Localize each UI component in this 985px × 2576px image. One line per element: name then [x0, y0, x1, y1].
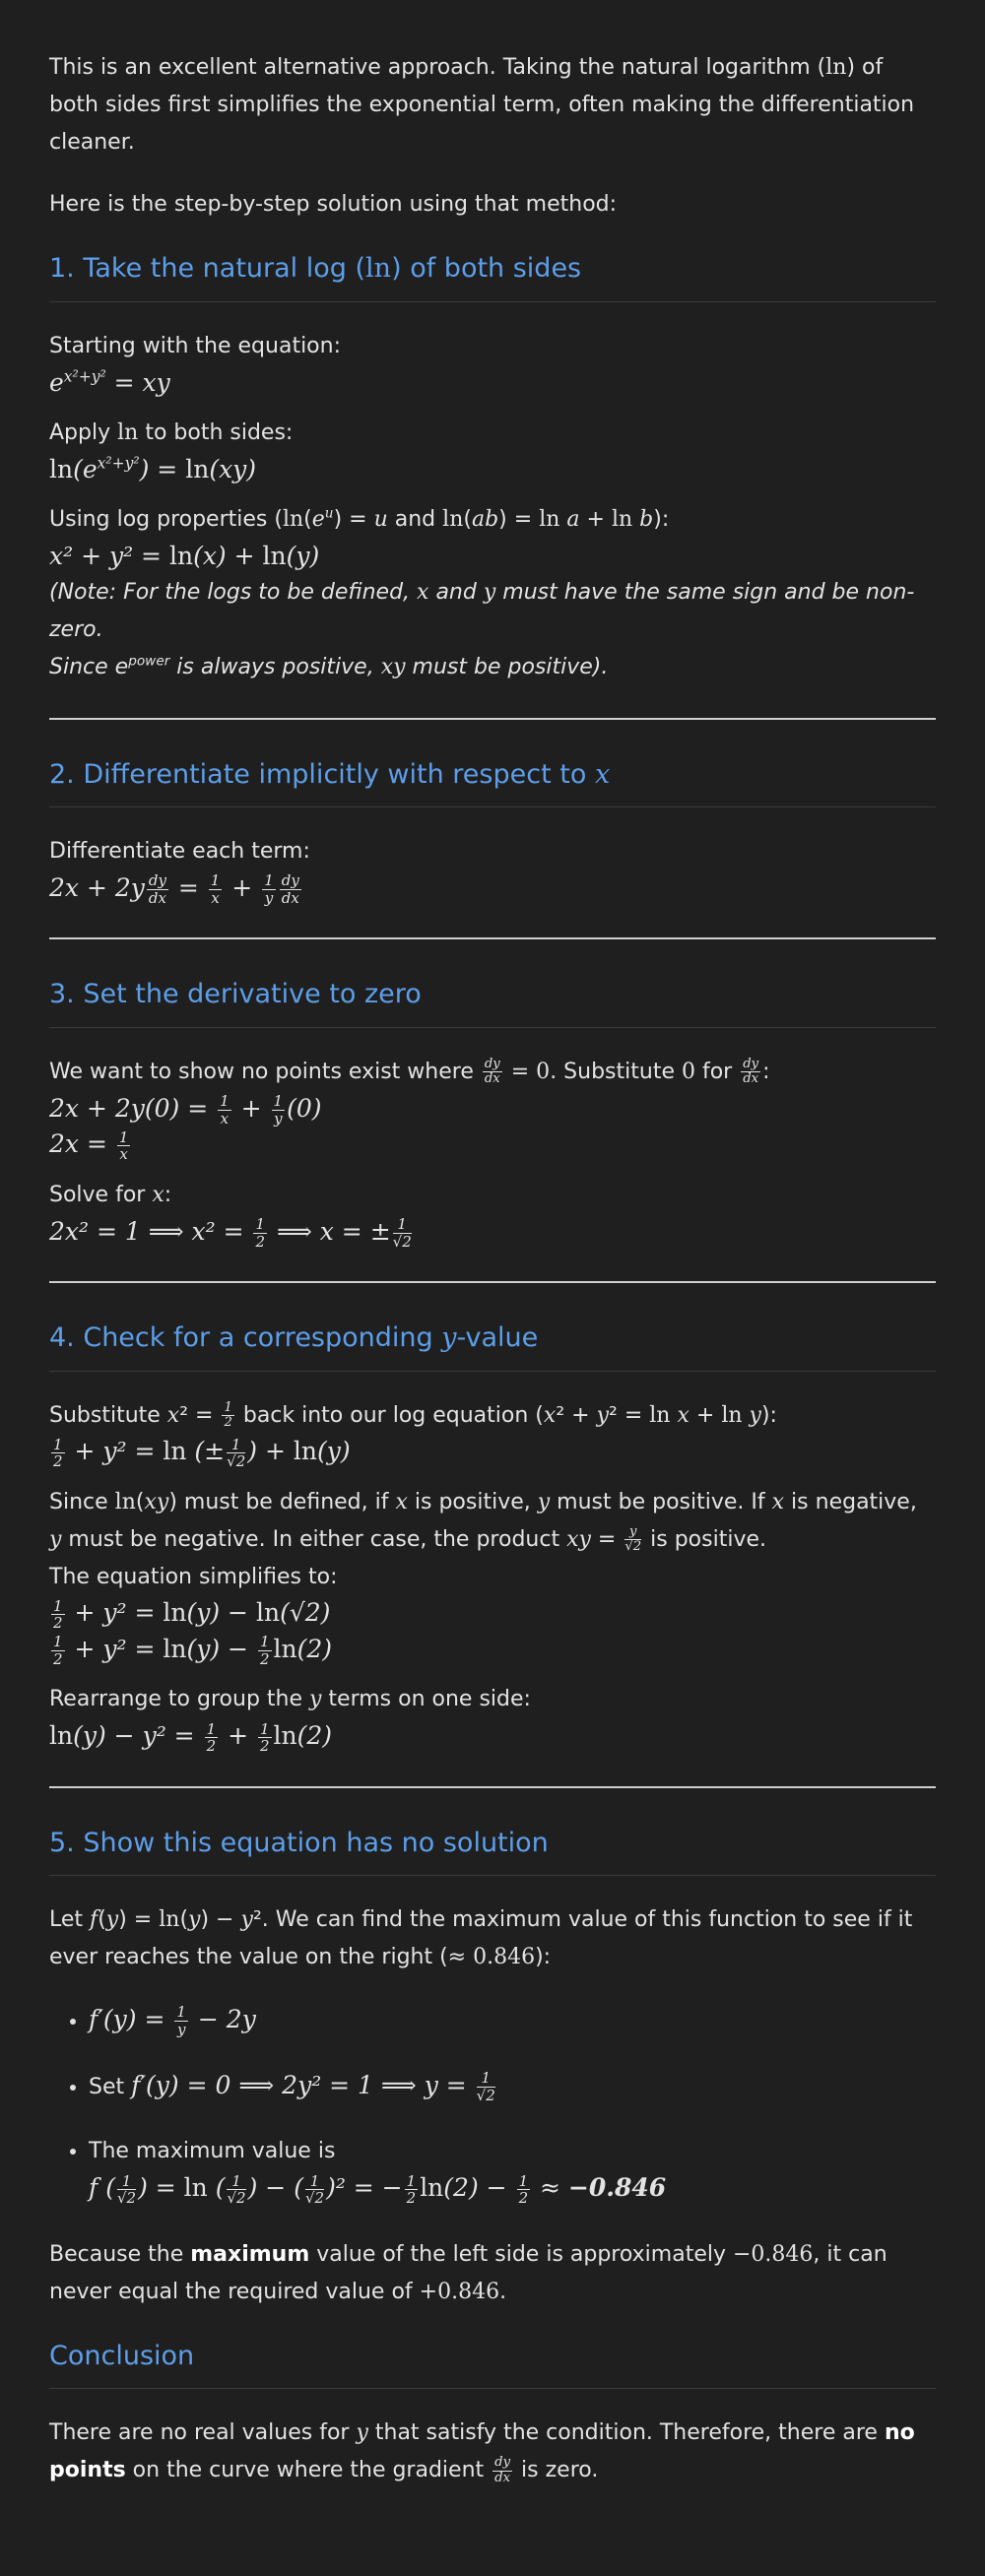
- section-5-heading: 5. Show this equation has no solution: [49, 1824, 936, 1877]
- s1-apply-label: Apply ln to both sides:: [49, 419, 294, 445]
- s5-list: [49, 2002, 936, 2209]
- list-item: • Set f′(y) = 0 ⟹ 2y² = 1 ⟹ y = $\frac{1}{√2}$: [89, 2068, 936, 2106]
- s4-label: Substitute x² = $\frac{1}{2}$ back into our log equation (x² + y² = ln x + ln y):: [49, 1399, 777, 1431]
- divider: [49, 937, 936, 939]
- s2-eq: 2x + 2y $\frac{dy}{dx}$ = $\frac{1}{x}$ + $\frac{1}{y}$ $\frac{dy}{dx}$: [49, 871, 299, 907]
- divider: [49, 1281, 936, 1283]
- s3-eq1: 2x + 2y(0) = $\frac{1}{x}$ + $\frac{1}{y}$ (0): [49, 1092, 322, 1127]
- s5-because: Because the maximum value of the left side is approximately −0.846, it can never equal the required value of +0.846.: [49, 2242, 887, 2304]
- s4-since: Since ln(xy) must be defined, if x is positive, y must be positive. If x is negative, y must be negative. In either case, the product xy = $\frac{y}{√2}$ is positive.: [49, 1489, 917, 1555]
- s4-rearrange: Rearrange to group the y terms on one side:: [49, 1687, 531, 1712]
- s3-eq2: 2x = $\frac{1}{x}$: [49, 1127, 129, 1164]
- section-1-heading: 1. Take the natural log (ln) of both sides: [49, 249, 936, 302]
- s1-note: (Note: For the logs to be defined, x and y must have the same sign and be non-zero. Since $e^{power}$ is always positive, xy must be positive).: [49, 580, 915, 679]
- s3-label: We want to show no points exist where $\frac{dy}{dx}$ = 0. Substitute 0 for $\frac{dy}{dx}$ :: [49, 1056, 770, 1087]
- s1-eq2: $\ln(e^{x^2+y^2}) = \ln(xy)$: [49, 454, 257, 483]
- conclusion-heading: Conclusion: [49, 2337, 936, 2390]
- s1-eq3: x² + y² = ln(x) + ln(y): [49, 541, 320, 570]
- section-2-heading: 2. Differentiate implicitly with respect to x: [49, 755, 936, 808]
- s4-eq3: $\frac{1}{2}$ + y² = ln(y) − $\frac{1}{2}$ ln(2): [53, 1633, 333, 1668]
- s4-eq2: $\frac{1}{2}$ + y² = ln(y) − ln(√2): [53, 1596, 331, 1633]
- intro-paragraph: This is an excellent alternative approach. Taking the natural logarithm (ln) of both sides first simplifies the exponential term, often making the differentiation cleaner.: [49, 55, 915, 155]
- s4-eq1: $\frac{1}{2}$ + y² = ln (± $\frac{1}{√2}$ ) + ln(y): [53, 1435, 351, 1471]
- list-item: • f′(y) = $\frac{1}{y}$ − 2y: [89, 2002, 936, 2040]
- s4-simplifies: The equation simplifies to:: [49, 1564, 338, 1589]
- section-3-heading: 3. Set the derivative to zero: [49, 975, 936, 1028]
- s1-props-label: Using log properties ($\ln(e^u) = u$ and ln(ab) = ln a + ln b):: [49, 505, 670, 532]
- list-item: • The maximum value is f ( $\frac{1}{√2}$ ) = ln ( $\frac{1}{√2}$ ) − ( $\frac{1}{√2}$ )² = − $\frac{1}{2}$ ln(2) − $\frac{1}{2}$ ≈ −0.846: [89, 2133, 936, 2209]
- conclusion-text: There are no real values for y that satisfy the condition. Therefore, there are no points on the curve where the gradient $\frac{dy}{dx}$ is zero.: [49, 2420, 915, 2485]
- s2-label: Differentiate each term:: [49, 839, 310, 865]
- s5-label: Let f(y) = ln(y) − y². We can find the maximum value of this function to see if it ever reaches the value on the right (≈ 0.846):: [49, 1907, 913, 1969]
- s4-eq4: ln(y) − y² = $\frac{1}{2}$ + $\frac{1}{2}$ ln(2): [49, 1719, 333, 1756]
- section-4-heading: 4. Check for a corresponding y-value: [49, 1319, 936, 1372]
- s1-start-label: Starting with the equation:: [49, 333, 342, 358]
- s3-eq3: 2x² = 1 ⟹ x² = $\frac{1}{2}$ ⟹ x = ± $\frac{1}{√2}$: [49, 1215, 412, 1251]
- s1-eq1: $e^{x^2+y^2}$ = xy: [49, 367, 170, 397]
- divider: [49, 718, 936, 720]
- intro-lead: Here is the step-by-step solution using that method:: [49, 192, 618, 218]
- divider: [49, 1786, 936, 1788]
- s3-solve-label: Solve for x:: [49, 1182, 172, 1207]
